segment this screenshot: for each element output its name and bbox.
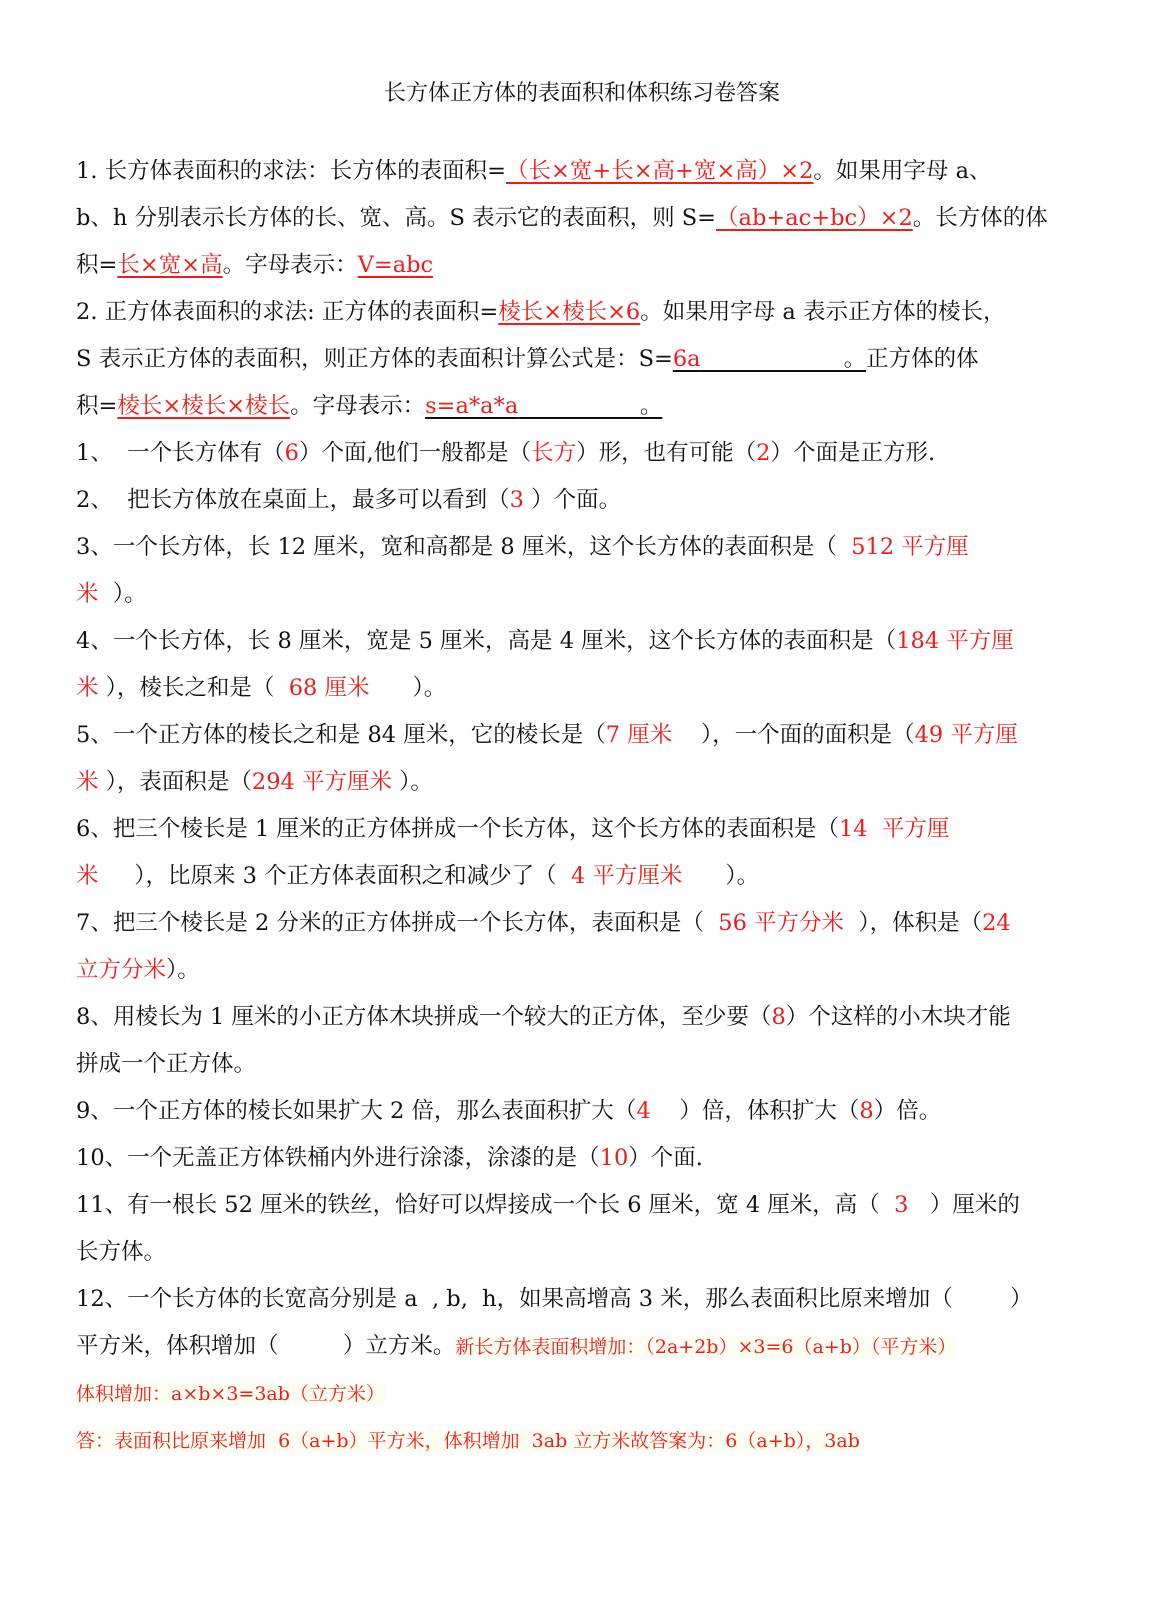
q2-answer-formula: 6a <box>672 346 701 372</box>
q1-answer-surface: （长×宽+长×高+宽×高）×2 <box>505 158 814 184</box>
item-8-line-1: 8、用棱长为 1 厘米的小正方体木块拼成一个较大的正方体，至少要（8）个这样的小木块才能 <box>76 1004 1011 1030</box>
item-8-line-2: 拼成一个正方体。 <box>76 1051 257 1077</box>
worksheet-content <box>76 148 1088 1465</box>
q2-answer-letter: s=a*a*a <box>425 393 519 419</box>
item-4-line-1: 4、一个长方体，长 8 厘米，宽是 5 厘米，高是 4 厘米，这个长方体的表面积是（184 平方厘 <box>76 628 1014 654</box>
q2-line-2: S 表示正方体的表面积，则正方体的表面积计算公式是：S=6a 。正方体的体 <box>76 346 979 372</box>
item-1: 1、 一个长方体有（6）个面,他们一般都是（长方）形，也有可能（2）个面是正方形. <box>76 440 936 466</box>
item-4-line-2: 米 ），棱长之和是（ 68 厘米 ）。 <box>76 675 447 701</box>
q2-answer-volume: 棱长×棱长×棱长 <box>117 393 291 419</box>
item-5-line-2: 米 ），表面积是（294 平方厘米 ）。 <box>76 769 433 795</box>
q12-final-answer: 答：表面积比原来增加 6（a+b）平方米，体积增加 3ab 立方米故答案为：6（a+b），3ab <box>76 1430 860 1452</box>
q1-line-3: 积=长×宽×高。字母表示：V=abc <box>76 252 434 278</box>
item-6-line-2: 米 ），比原来 3 个正方体表面积之和减少了（ 4 平方厘米 ）。 <box>76 863 760 889</box>
item-7-line-2: 立方分米）。 <box>76 957 200 983</box>
q1-line-1: 1. 长方体表面积的求法：长方体的表面积=（长×宽+长×高+宽×高）×2。如果用字母 a、 <box>76 158 992 184</box>
item-3-line-1: 3、一个长方体，长 12 厘米，宽和高都是 8 厘米，这个长方体的表面积是（ 512 平方厘 <box>76 534 969 560</box>
q12-line-3 <box>76 1371 1088 1418</box>
item-7-line-1: 7、把三个棱长是 2 分米的正方体拼成一个长方体，表面积是（ 56 平方分米 ），体积是（24 <box>76 910 1011 936</box>
item-2: 2、 把长方体放在桌面上，最多可以看到（3 ）个面。 <box>76 487 622 513</box>
q1-answer-formula: （ab+ac+bc）×2 <box>716 205 913 231</box>
q12-solution-volume: 体积增加：a×b×3=3ab（立方米） <box>76 1383 385 1405</box>
q1-answer-volume: 长×宽×高 <box>117 252 223 278</box>
document-title: 长方体正方体的表面积和体积练习卷答案 <box>383 81 780 106</box>
q2-answer-surface: 棱长×棱长×6 <box>498 299 641 325</box>
item-5-line-1: 5、一个正方体的棱长之和是 84 厘米，它的棱长是（7 厘米 ），一个面的面积是（49 平方厘 <box>76 722 1018 748</box>
q2-line-1: 2. 正方体表面积的求法: 正方体的表面积=棱长×棱长×6。如果用字母 a 表示正方体的棱长， <box>76 299 1006 325</box>
item-11-line-1: 11、有一根长 52 厘米的铁丝，恰好可以焊接成一个长 6 厘米，宽 4 厘米，高（ 3 ）厘米的 <box>76 1192 1020 1218</box>
q12-line-4 <box>76 1418 1088 1465</box>
q12-line-1: 12、一个长方体的长宽高分别是 a , b, h，如果高增高 3 米，那么表面积比原来增加（ ） <box>76 1286 1033 1312</box>
q1-answer-letter: V=abc <box>357 252 434 278</box>
q2-line-3: 积=棱长×棱长×棱长。字母表示：s=a*a*a 。 <box>76 393 663 419</box>
q12-solution-surface: 新长方体表面积增加：（2a+2b）×3=6（a+b）（平方米） <box>455 1336 957 1358</box>
q1-line-2: b、h 分别表示长方体的长、宽、高。S 表示它的表面积，则 S=（ab+ac+bc）×2。长方体的体 <box>76 205 1048 231</box>
item-9: 9、一个正方体的棱长如果扩大 2 倍，那么表面积扩大（4 ）倍，体积扩大（8）倍。 <box>76 1098 942 1124</box>
q12-line-2: 平方米，体积增加（ ）立方米。新长方体表面积增加：（2a+2b）×3=6（a+b）（平方米） <box>76 1333 957 1359</box>
item-6-line-1: 6、把三个棱长是 1 厘米的正方体拼成一个长方体，这个长方体的表面积是（14 平方厘 <box>76 816 950 842</box>
item-3-line-2: 米 ）。 <box>76 581 147 607</box>
item-10: 10、一个无盖正方体铁桶内外进行涂漆，涂漆的是（10）个面. <box>76 1145 703 1171</box>
item-11-line-2: 长方体。 <box>76 1239 167 1265</box>
